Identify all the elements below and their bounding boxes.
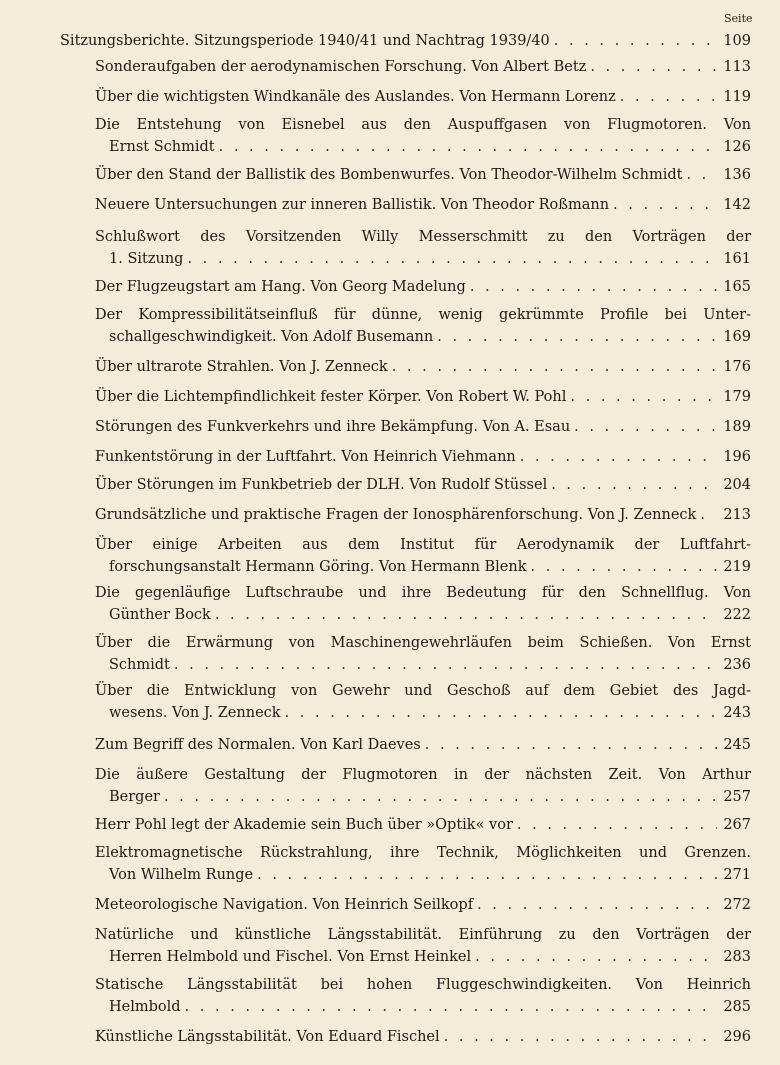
dot-leader <box>437 326 717 348</box>
dot-leader <box>444 1026 717 1048</box>
entry-page: 213 <box>723 507 751 523</box>
entry-title: Sitzungsberichte. Sitzungsperiode 1940/41 und Nachtrag 1939/40 <box>60 33 550 49</box>
toc-entry[interactable] <box>95 304 751 348</box>
dot-leader <box>174 654 717 676</box>
toc-entry[interactable] <box>95 356 751 378</box>
entry-title-line: wesens. Von J. Zenneck <box>109 705 281 721</box>
entry-page: 136 <box>723 167 751 183</box>
toc-entry[interactable] <box>95 842 751 886</box>
toc-entry[interactable] <box>95 226 751 270</box>
entry-title-line: Statische Längsstabilität bei hohen Fluggeschwindigkeiten. Von Heinrich <box>95 977 751 993</box>
entry-title-line: Natürliche und künstliche Längsstabilität. Einführung zu den Vorträgen der <box>95 927 751 943</box>
toc-entry[interactable] <box>95 276 751 298</box>
toc-entry[interactable] <box>95 194 751 216</box>
entry-title-line: schallgeschwindigkeit. Von Adolf Busemann <box>109 329 434 345</box>
toc-entry[interactable] <box>95 386 751 408</box>
entry-title-line: Die gegenläufige Luftschraube und ihre Bedeutung für den Schnellflug. Von <box>95 585 751 601</box>
entry-page: 161 <box>723 251 751 267</box>
toc-entry[interactable] <box>95 164 751 186</box>
entry-page: 165 <box>723 279 751 295</box>
entry-page: 222 <box>723 607 751 623</box>
toc-entry[interactable] <box>95 814 751 836</box>
entry-title-line: 1. Sitzung <box>109 251 184 267</box>
dot-leader <box>517 814 717 836</box>
toc-entry[interactable] <box>95 56 751 78</box>
entry-page: 204 <box>723 477 751 493</box>
entry-page: 109 <box>723 33 751 49</box>
dot-leader <box>164 786 717 808</box>
entry-title-line: Über einige Arbeiten aus dem Institut für Aerodynamik der Luftfahrt- <box>95 537 751 553</box>
entry-title-line: Störungen des Funkverkehrs und ihre Bekämpfung. Von A. Esau <box>95 419 571 435</box>
entry-page: 219 <box>723 559 751 575</box>
dot-leader <box>187 248 717 270</box>
dot-leader <box>574 416 717 438</box>
toc-entry[interactable] <box>95 734 751 756</box>
entry-title-line: Grundsätzliche und praktische Fragen der Ionosphärenforschung. Von J. Zenneck <box>95 507 697 523</box>
entry-title-line: Günther Bock <box>109 607 211 623</box>
entry-title-line: Elektromagnetische Rückstrahlung, ihre Technik, Möglichkeiten und Grenzen. <box>95 845 751 861</box>
toc-entry[interactable] <box>95 632 751 676</box>
entry-title-line: Herren Helmbold und Fischel. Von Ernst Heinkel <box>109 949 472 965</box>
dot-leader <box>686 164 717 186</box>
entry-page: 283 <box>723 949 751 965</box>
dot-leader <box>470 276 717 298</box>
dot-leader <box>620 86 717 108</box>
toc-entry[interactable] <box>95 416 751 438</box>
entry-title-line: Herr Pohl legt der Akademie sein Buch über »Optik« vor <box>95 817 513 833</box>
entry-page: 126 <box>723 139 751 155</box>
toc-entry[interactable] <box>95 894 751 916</box>
entry-page: 169 <box>723 329 751 345</box>
dot-leader <box>613 194 717 216</box>
dot-leader <box>520 446 717 468</box>
entry-title-line: Ernst Schmidt <box>109 139 215 155</box>
toc-entry[interactable] <box>95 582 751 626</box>
toc-entry[interactable] <box>95 114 751 158</box>
dot-leader <box>475 946 717 968</box>
entry-title-line: Über die Lichtempfindlichkeit fester Körper. Von Robert W. Pohl <box>95 389 567 405</box>
entry-page: 285 <box>723 999 751 1015</box>
entry-title-line: Über den Stand der Ballistik des Bombenwurfes. Von Theodor-Wilhelm Schmidt <box>95 167 683 183</box>
dot-leader <box>554 30 717 52</box>
entry-title-line: Berger <box>109 789 160 805</box>
toc-entry[interactable] <box>95 86 751 108</box>
entry-title-line: Die äußere Gestaltung der Flugmotoren in der nächsten Zeit. Von Arthur <box>95 767 751 783</box>
dot-leader <box>285 702 717 724</box>
entry-title-line: Meteorologische Navigation. Von Heinrich Seilkopf <box>95 897 474 913</box>
dot-leader <box>531 556 717 578</box>
entry-page: 179 <box>723 389 751 405</box>
entry-page: 296 <box>723 1029 751 1045</box>
entry-title-line: Über die Erwärmung von Maschinengewehrläufen beim Schießen. Von Ernst <box>95 635 751 651</box>
entry-title-line: Helmbold <box>109 999 181 1015</box>
toc-entry[interactable] <box>95 680 751 724</box>
entry-page: 271 <box>723 867 751 883</box>
dot-leader <box>185 996 717 1018</box>
entry-title-line: Über ultrarote Strahlen. Von J. Zenneck <box>95 359 388 375</box>
entry-title-line: Der Kompressibilitätseinfluß für dünne, wenig gekrümmte Profile bei Unter- <box>95 307 751 323</box>
dot-leader <box>590 56 717 78</box>
entry-title-line: Zum Begriff des Normalen. Von Karl Daeves <box>95 737 421 753</box>
dot-leader <box>425 734 717 756</box>
entry-page: 236 <box>723 657 751 673</box>
entry-page: 113 <box>723 59 751 75</box>
dot-leader <box>570 386 717 408</box>
dot-leader <box>477 894 717 916</box>
dot-leader <box>700 504 717 526</box>
toc-entry[interactable] <box>95 446 751 468</box>
entry-title-line: forschungsanstalt Hermann Göring. Von Hermann Blenk <box>109 559 527 575</box>
entry-title-line: Funkentstörung in der Luftfahrt. Von Heinrich Viehmann <box>95 449 516 465</box>
entry-page: 196 <box>723 449 751 465</box>
entry-title-line: Über die wichtigsten Windkanäle des Auslandes. Von Hermann Lorenz <box>95 89 616 105</box>
entry-title-line: Über Störungen im Funkbetrieb der DLH. Von Rudolf Stüssel <box>95 477 548 493</box>
entry-title-line: Neuere Untersuchungen zur inneren Ballistik. Von Theodor Roßmann <box>95 197 610 213</box>
entry-title-line: Von Wilhelm Runge <box>109 867 254 883</box>
dot-leader <box>392 356 717 378</box>
entry-title-line: Schlußwort des Vorsitzenden Willy Messerschmitt zu den Vorträgen der <box>95 229 751 245</box>
entry-page: 272 <box>723 897 751 913</box>
entry-page: 245 <box>723 737 751 753</box>
entry-page: 119 <box>723 89 751 105</box>
entry-page: 267 <box>723 817 751 833</box>
toc-entry[interactable] <box>95 1026 751 1048</box>
toc-entry[interactable] <box>95 534 751 578</box>
entry-title-line: Künstliche Längsstabilität. Von Eduard Fischel <box>95 1029 440 1045</box>
entry-title-line: Schmidt <box>109 657 170 673</box>
page-column-label: Seite <box>724 12 753 25</box>
toc-entry-main[interactable] <box>60 30 751 52</box>
dot-leader <box>215 604 717 626</box>
entry-page: 243 <box>723 705 751 721</box>
entry-page: 189 <box>723 419 751 435</box>
entry-title-line: Sonderaufgaben der aerodynamischen Forschung. Von Albert Betz <box>95 59 587 75</box>
entry-title-line: Die Entstehung von Eisnebel aus den Auspuffgasen von Flugmotoren. Von <box>95 117 751 133</box>
entry-page: 142 <box>723 197 751 213</box>
toc-entry[interactable] <box>95 474 751 496</box>
dot-leader <box>257 864 717 886</box>
toc-entry[interactable] <box>95 504 751 526</box>
entry-title-line: Der Flugzeugstart am Hang. Von Georg Madelung <box>95 279 466 295</box>
toc-entry[interactable] <box>95 924 751 968</box>
dot-leader <box>551 474 717 496</box>
entry-title-line: Über die Entwicklung von Gewehr und Geschoß auf dem Gebiet des Jagd- <box>95 683 751 699</box>
toc-entry[interactable] <box>95 764 751 808</box>
entry-page: 257 <box>723 789 751 805</box>
entry-page: 176 <box>723 359 751 375</box>
dot-leader <box>219 136 717 158</box>
toc-entry[interactable] <box>95 974 751 1018</box>
